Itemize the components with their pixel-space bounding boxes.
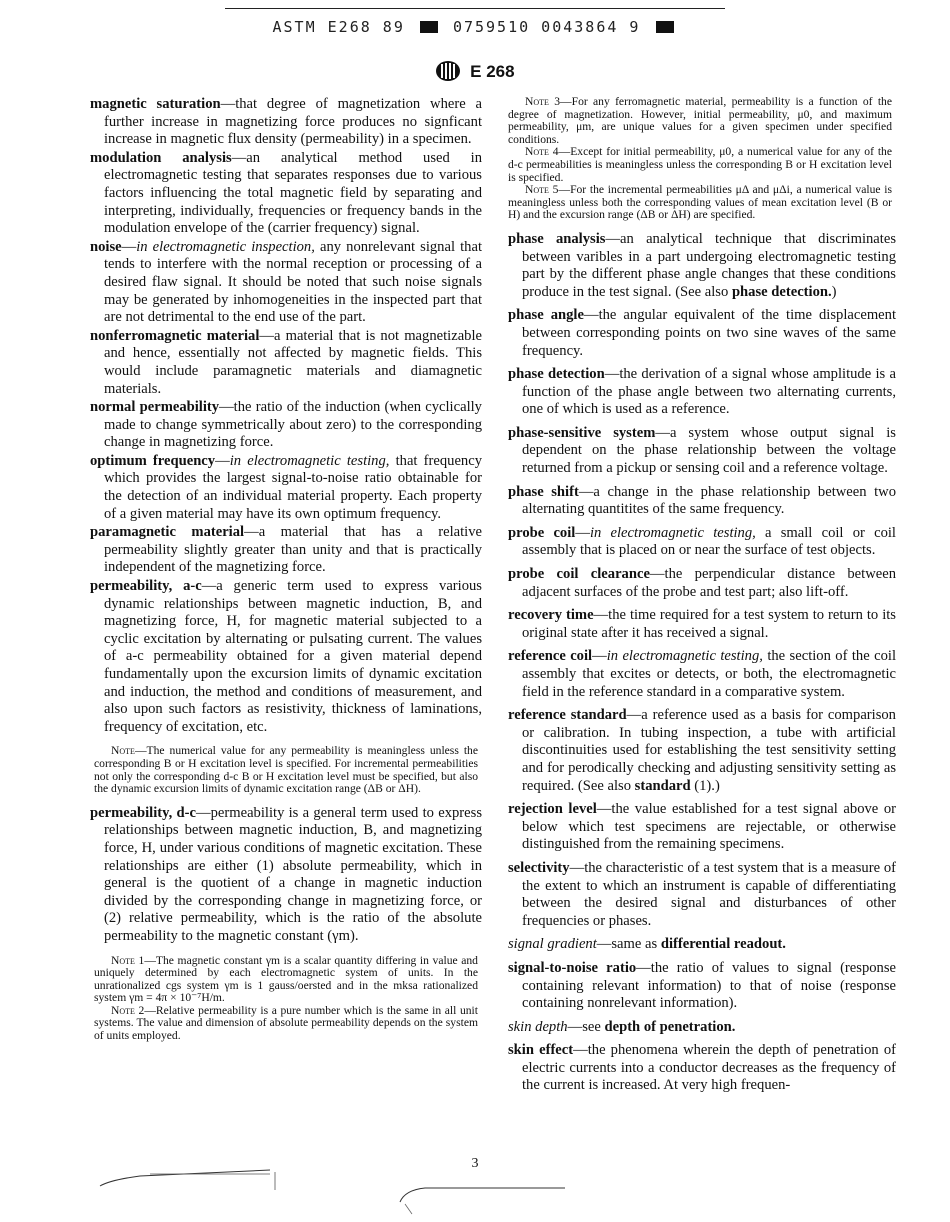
definition-term: permeability, a-c xyxy=(90,578,202,595)
definition-term: nonferromagnetic material xyxy=(90,327,260,344)
definition-text: —the phenomena wherein the depth of penetration of electric currents into a conductor decreases as the frequency of the current is increased. At very high frequen- xyxy=(522,1042,896,1094)
definition-entry xyxy=(508,366,896,419)
definition-term: recovery time xyxy=(508,607,594,624)
definition-entry xyxy=(508,960,896,1013)
definition-term: permeability, d-c xyxy=(90,804,197,821)
definition-text: —an analytical method used in electromagnetic testing that separates responses due to various factors influencing the total magnetic field by separating and interpreting, individually, frequencies or frequency bands in the modulation envelope of the (carrier frequency) signal. xyxy=(104,149,482,237)
note-text: —For the incremental permeabilities μΔ and μΔi, a numerical value is meaningless unless both the corresponding values of mean excitation level (B or H) and the excursion range (ΔB or ΔH) are specified. xyxy=(508,183,893,222)
definition-text: —the ratio of the induction (when cyclically made to change symmetrically about zero) to the corresponding change in magnetizing force. xyxy=(104,399,482,451)
definition-entry xyxy=(508,707,896,795)
note xyxy=(508,184,896,222)
definition-term: phase-sensitive system xyxy=(508,424,656,441)
definition-entry xyxy=(90,150,482,238)
definition-text: —the ratio of values to signal (response containing relevant information) to that of noise (response containing nonrelevant information). xyxy=(522,959,896,1012)
definition-text: —a generic term used to express various dynamic relationships between magnetic induction, B, and magnetizing force, H, for magnetic material subjected to a cyclic excitation by alternating or pulsating current. The values of a-c permeability obtained for a given material depend fundamentally upon the excursion limits of dynamic excitation and induction, the method and conditions of measurement, and also upon such factors as resistivity, thickness of laminations, frequency of excitation, etc. xyxy=(104,578,482,735)
note-label: Note 3 xyxy=(525,95,561,108)
definition-text: that frequency which provides the largest signal-to-noise ratio obtainable for the detection of an individual material property. Each property of a given material may have its own optimum frequency. xyxy=(104,452,482,522)
definition-term: probe coil clearance xyxy=(508,566,650,583)
definition-entry xyxy=(508,936,896,954)
code-right: 0759510 0043864 9 xyxy=(452,18,641,36)
designation-label: E 268 xyxy=(470,62,515,81)
definition-text: —a material that has a relative permeability slightly greater than unity and that is practically independent of the magnetizing force. xyxy=(104,524,482,576)
definition-term: magnetic saturation xyxy=(90,96,221,112)
standard-designation xyxy=(0,60,950,87)
cross-reference: phase detection. xyxy=(731,283,832,300)
definition-text: —a system whose output signal is dependent on the phase relationship between the voltage returned from a pickup or sensing coil and a reference voltage. xyxy=(522,424,896,477)
definition-text: —a material that is not magnetizable and hence, essentially not affected by magnetic fields. This would include paramagnetic materials and diamagnetic materials. xyxy=(104,327,482,397)
right-column xyxy=(508,96,896,1096)
definition-entry xyxy=(90,96,482,149)
note-label: Note 5 xyxy=(525,183,559,197)
definition-text: a small coil or coil assembly that is placed on or near the surface of test objects. xyxy=(522,524,896,559)
definition-term: phase analysis xyxy=(508,230,606,247)
definition-term: phase detection xyxy=(508,366,605,383)
code-left: ASTM E268 89 xyxy=(272,18,405,36)
definition-context: in electromagnetic testing, xyxy=(229,452,390,469)
definition-entry xyxy=(508,307,896,360)
block-mark xyxy=(656,21,674,33)
definition-entry xyxy=(508,801,896,854)
definition-term: signal-to-noise ratio xyxy=(508,959,637,976)
definition-entry xyxy=(90,328,482,398)
definition-dash: — xyxy=(215,452,230,469)
definition-term: rejection level xyxy=(508,801,597,818)
definition-text: —the angular equivalent of the time displacement between corresponding points on two sine waves of the same frequency. xyxy=(522,307,897,359)
definition-text: the section of the coil assembly that excites or detects, or both, the electromagnetic field in the reference standard in a comparative system. xyxy=(522,648,897,700)
definition-entry xyxy=(508,607,896,642)
definition-context: in electromagnetic inspection, xyxy=(136,238,315,255)
note xyxy=(90,955,482,1005)
definition-entry xyxy=(508,566,896,601)
definition-term: skin depth xyxy=(508,1018,568,1035)
definition-context: in electromagnetic testing, xyxy=(606,648,763,665)
definition-text: —the time required for a test system to return to its original state after it has received a signal. xyxy=(522,607,896,641)
definition-entry xyxy=(90,524,482,577)
definition-text: —that degree of magnetization where a further increase in magnetizing force produces no signficant increase in magnetic flux density (permeability) in a specimen. xyxy=(104,96,482,148)
definition-term: probe coil xyxy=(508,524,576,541)
block-mark xyxy=(420,21,438,33)
note-label: Note xyxy=(111,744,135,758)
definition-entry xyxy=(508,648,896,701)
definition-text: —a reference used as a basis for comparison or calibration. In tubing inspection, a tube with artificial discontinuities used for establishing the test sensitivity setting and for perodically checking and adjusting sensitivity setting as required. (See also xyxy=(522,707,896,794)
definition-term: selectivity xyxy=(508,859,570,876)
top-rule xyxy=(225,8,725,9)
definition-term: reference coil xyxy=(508,648,593,665)
definition-text: —permeability is a general term used to express relationships between magnetic induction, B, and magnetizing force, H, under various conditions of magnetic excitation. These relationships are either (1) absolute permeability, which in general is the quotient of a change in magnetic induction divided by the corresponding change in magnetizing force, or (2) relative permeability, which is the ratio of the absolute permeability to the magnetic constant (γm). xyxy=(104,804,482,944)
definition-dash: — xyxy=(121,238,137,255)
definition-entry xyxy=(508,525,896,560)
definition-entry xyxy=(90,399,482,452)
definition-term: optimum frequency xyxy=(90,452,216,469)
definition-text: —the characteristic of a test system that is a measure of the extent to which an instrument is capable of differentiating between the desired signal and disturbances of other frequencies or phases. xyxy=(522,859,896,929)
definition-text: —a change in the phase relationship between two alternating quantitites of the same frequency. xyxy=(522,483,896,518)
astm-logo-icon xyxy=(435,60,461,87)
note-label: Note 2 xyxy=(111,1003,145,1017)
document-code-header xyxy=(0,18,950,36)
definition-text: —the value established for a test signal above or below which test specimens are rejectable, or otherwise distinguished from the remaining specimens. xyxy=(522,801,897,853)
definition-entry xyxy=(90,578,482,736)
definition-tail: ) xyxy=(831,283,837,300)
definition-text: —the perpendicular distance between adjacent surfaces of the probe and test part; also lift-off. xyxy=(522,566,896,600)
note xyxy=(508,146,896,184)
definition-entry xyxy=(508,860,896,930)
definition-term: modulation analysis xyxy=(90,149,232,166)
cross-reference: differential readout. xyxy=(660,936,786,953)
note-text: —Except for initial permeability, μ0, a numerical value for any of the d-c permeabilities is meaningless unless the corresponding B or H excitation level is specified. xyxy=(508,145,892,184)
definition-term: reference standard xyxy=(508,707,627,724)
definition-text: any nonrelevant signal that tends to interfere with the normal reception or processing of a desired flaw signal. It should be noted that such noise signals may be generated by inhomogeneities in the inspected part that are not detrimental to the end use of the part. xyxy=(104,238,482,326)
note xyxy=(90,1005,482,1043)
definition-term: phase shift xyxy=(508,483,579,500)
scan-artifacts xyxy=(0,1140,950,1222)
definition-entry xyxy=(508,231,896,301)
definition-dash: — xyxy=(575,524,590,541)
definition-tail: (1).) xyxy=(690,777,720,794)
note-label: Note 1 xyxy=(111,953,145,967)
definition-entry xyxy=(90,453,482,523)
page-number: 3 xyxy=(471,1156,479,1171)
definition-context: in electromagnetic testing, xyxy=(589,524,756,541)
definition-text: —an analytical technique that discriminates between varibles in a part undergoing electromagnetic testing part by the different phase angle changes that these conditions produce in the test signal. (See also xyxy=(522,230,896,300)
definition-entry xyxy=(508,484,896,519)
definition-text: —see xyxy=(567,1018,605,1035)
definition-term: skin effect xyxy=(508,1042,574,1059)
definition-term: noise xyxy=(90,238,122,255)
definition-term: normal permeability xyxy=(90,399,220,416)
definition-term: signal gradient xyxy=(508,936,597,953)
note xyxy=(90,745,482,795)
definition-entry xyxy=(508,425,896,478)
note-text: —The numerical value for any permeability is meaningless unless the corresponding B or H excitation level is specified. For incremental permeabilities not only the corresponding d-c B or H excitation level must be specified, but also the dynamic excursion limits of dynamic excitation range (ΔB or ΔH). xyxy=(94,744,478,796)
definition-term: paramagnetic material xyxy=(90,524,245,541)
cross-reference: depth of penetration. xyxy=(604,1018,736,1035)
note xyxy=(508,96,896,146)
definition-dash: — xyxy=(592,648,607,665)
definition-text: —same as xyxy=(596,936,661,953)
note-text: —The magnetic constant γm is a scalar quantity differing in value and uniquely determined by each electromagnetic system of units. In the unrationalized cgs system γm is 1 gauss/oersted and in the mksa rationalized system γm = 4π × 10⁻⁷H/m. xyxy=(94,953,478,1005)
definition-text: —the derivation of a signal whose amplitude is a function of the phase angle between two alternating currents, one of which is used as a reference. xyxy=(522,366,896,418)
note-text: —For any ferromagnetic material, permeability is a function of the degree of magnetization. However, initial permeability, μ0, and maximum permeability, μm, are unique values for a given specimen under specified conditions. xyxy=(508,95,892,146)
left-column xyxy=(90,96,482,1052)
definition-entry xyxy=(90,805,482,946)
definition-entry xyxy=(508,1019,896,1037)
definition-term: phase angle xyxy=(508,307,584,324)
cross-reference: standard xyxy=(634,777,691,794)
definition-entry xyxy=(90,239,482,327)
note-label: Note 4 xyxy=(525,145,559,159)
definition-entry xyxy=(508,1042,896,1095)
note-text: —Relative permeability is a pure number which is the same in all unit systems. The value and dimension of absolute permeability depends on the system of units employed. xyxy=(94,1003,478,1043)
